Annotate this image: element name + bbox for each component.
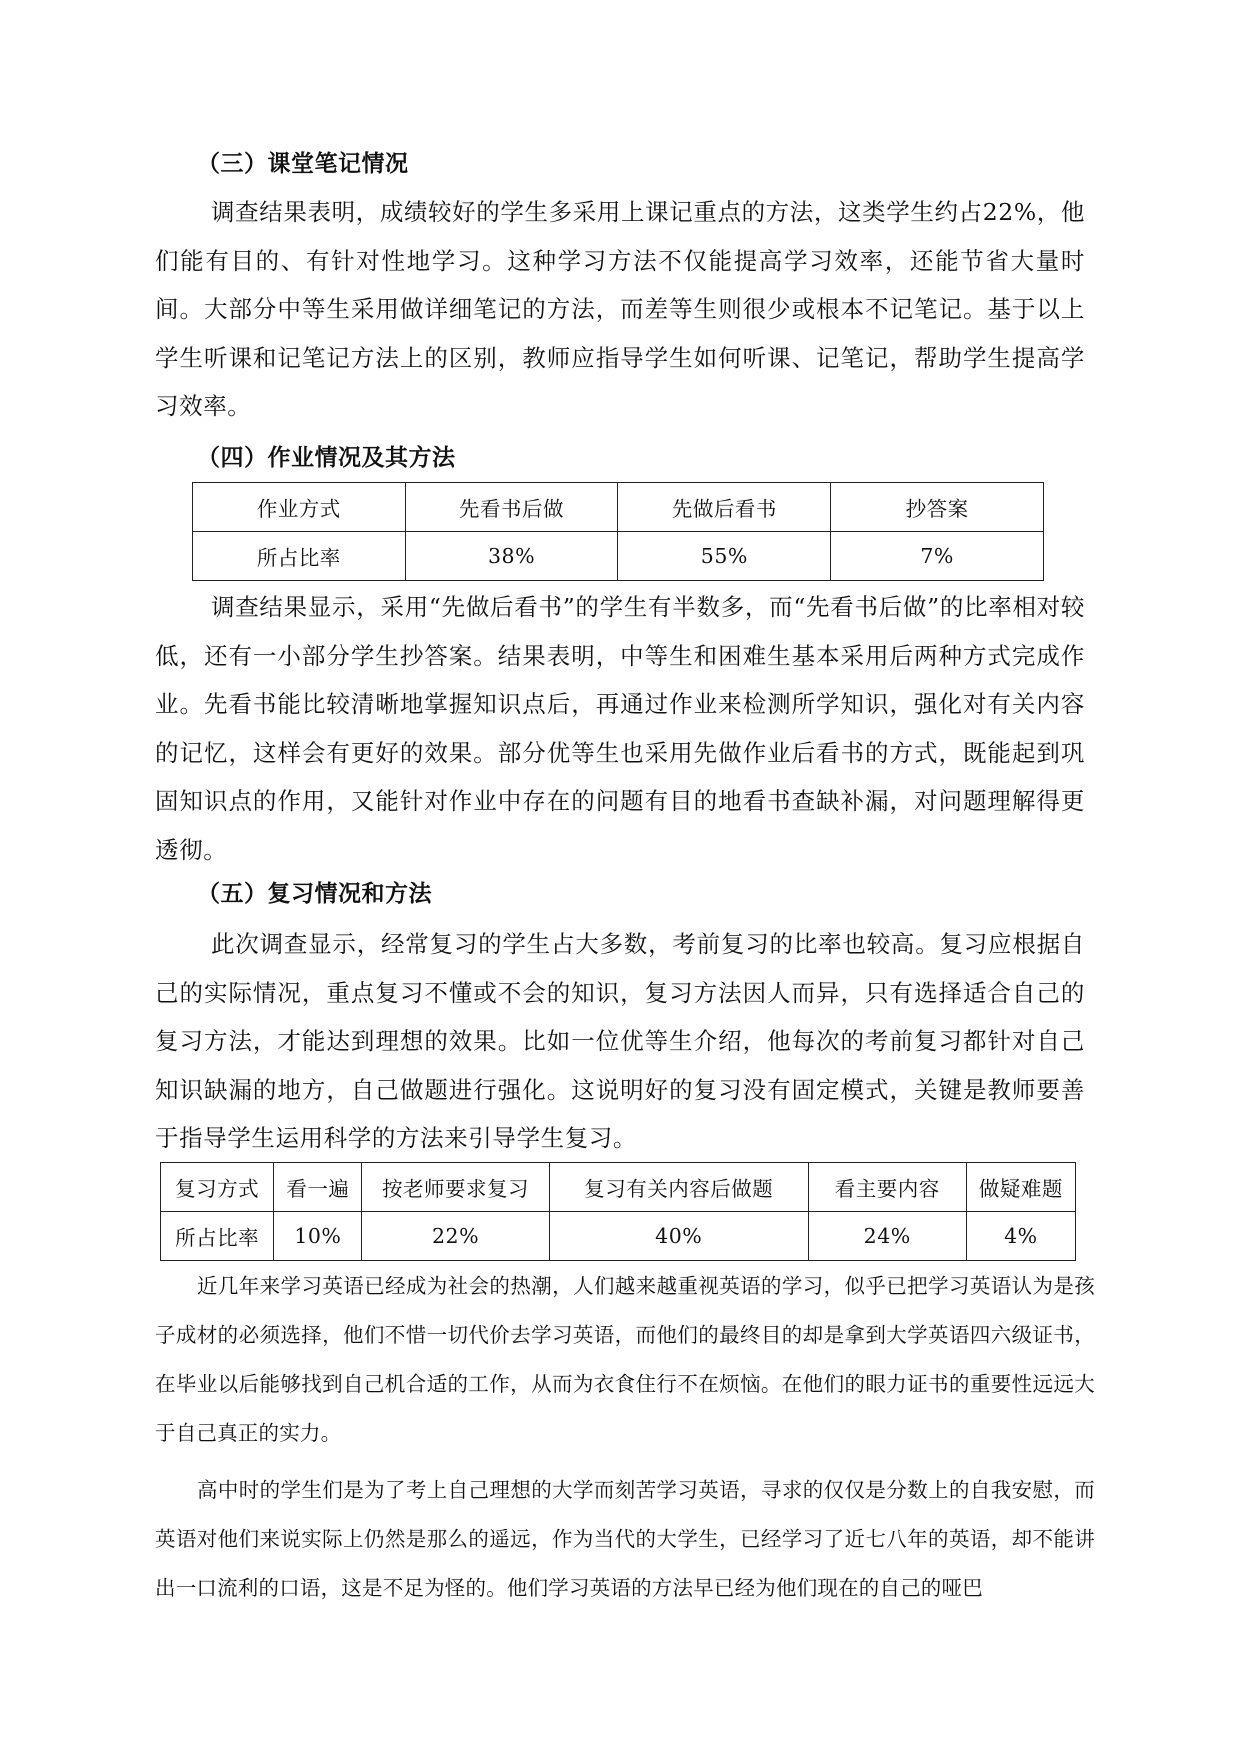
section4-heading: （四）作业情况及其方法 [197, 445, 456, 471]
table-cell: 看主要内容 [808, 1163, 966, 1212]
table-cell: 55% [618, 532, 831, 581]
section3-heading: （三）课堂笔记情况 [197, 151, 409, 177]
section5-heading: （五）复习情况和方法 [197, 881, 432, 907]
homework-method-table [192, 482, 1044, 581]
table-cell: 做疑难题 [966, 1163, 1075, 1212]
table-cell: 7% [831, 532, 1044, 581]
table-cell: 24% [808, 1212, 966, 1261]
table-cell: 4% [966, 1212, 1075, 1261]
table-cell: 先做后看书 [618, 483, 831, 532]
table-cell: 10% [274, 1212, 362, 1261]
table-cell: 看一遍 [274, 1163, 362, 1212]
table-cell: 抄答案 [831, 483, 1044, 532]
table-header-row [161, 1163, 1076, 1212]
review-method-table [160, 1162, 1076, 1261]
table-row [193, 532, 1044, 581]
closing-paragraph-2: 高中时的学生们是为了考上自己理想的大学而刻苦学习英语，寻求的仅仅是分数上的自我安慰，而英语对他们来说实际上仍然是那么的遥远，作为当代的大学生，已经学习了近七八年的英语，却不能讲出一口流利的口语，这是不足为怪的。他们学习英语的方法早已经为他们现在的自己的哑巴 [155, 1478, 1095, 1600]
table-cell: 作业方式 [193, 483, 406, 532]
table-cell: 22% [362, 1212, 549, 1261]
section4-paragraph: 调查结果显示，采用“先做后看书”的学生有半数多，而“先看书后做”的比率相对较低，还有一小部分学生抄答案。结果表明，中等生和困难生基本采用后两种方式完成作业。先看书能比较清晰地掌握知识点后，再通过作业来检测所学知识，强化对有关内容的记忆，这样会有更好的效果。部分优等生也采用先做作业后看书的方式，既能起到巩固知识点的作用，又能针对作业中存在的问题有目的地看书查缺补漏，对问题理解得更透彻。 [155, 593, 1085, 864]
closing-paragraph-1: 近几年来学习英语已经成为社会的热潮，人们越来越重视英语的学习，似乎已把学习英语认为是孩子成材的必须选择，他们不惜一切代价去学习英语，而他们的最终目的却是拿到大学英语四六级证书，在毕业以后能够找到自己机合适的工作，从而为衣食住行不在烦恼。在他们的眼力证书的重要性远远大于自己真正的实力。 [155, 1274, 1095, 1445]
table-cell: 所占比率 [193, 532, 406, 581]
table-cell: 38% [405, 532, 618, 581]
table-cell: 所占比率 [161, 1212, 274, 1261]
table-header-row [193, 483, 1044, 532]
table-cell: 按老师要求复习 [362, 1163, 549, 1212]
table-cell: 先看书后做 [405, 483, 618, 532]
table-cell: 复习方式 [161, 1163, 274, 1212]
table-cell: 40% [549, 1212, 808, 1261]
table-cell: 复习有关内容后做题 [549, 1163, 808, 1212]
section5-paragraph: 此次调查显示，经常复习的学生占大多数，考前复习的比率也较高。复习应根据自己的实际情况，重点复习不懂或不会的知识，复习方法因人而异，只有选择适合自己的复习方法，才能达到理想的效果。比如一位优等生介绍，他每次的考前复习都针对自己知识缺漏的地方，自己做题进行强化。这说明好的复习没有固定模式，关键是教师要善于指导学生运用科学的方法来引导学生复习。 [155, 930, 1085, 1152]
table-row [161, 1212, 1076, 1261]
section3-paragraph: 调查结果表明，成绩较好的学生多采用上课记重点的方法，这类学生约占22%，他们能有目的、有针对性地学习。这种学习方法不仅能提高学习效率，还能节省大量时间。大部分中等生采用做详细笔记的方法，而差等生则很少或根本不记笔记。基于以上学生听课和记笔记方法上的区别，教师应指导学生如何听课、记笔记，帮助学生提高学习效率。 [155, 198, 1085, 420]
